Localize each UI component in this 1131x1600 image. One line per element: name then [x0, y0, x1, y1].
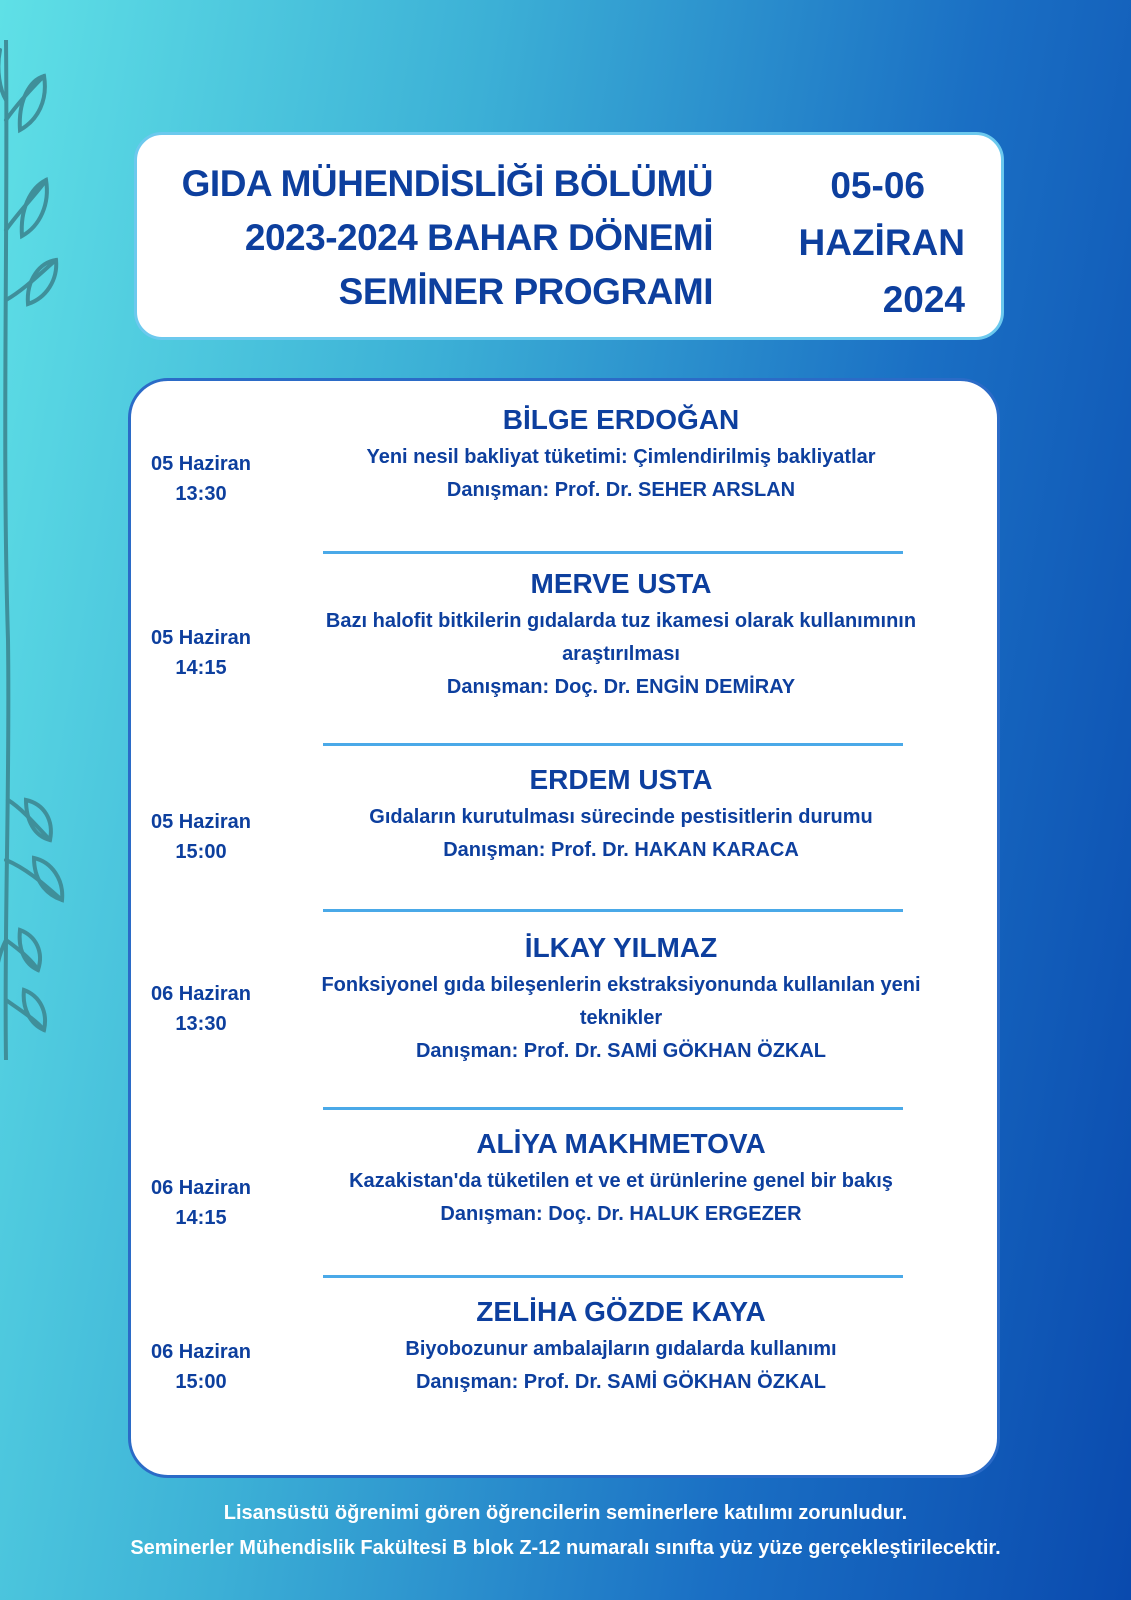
- seminar-advisor: Danışman: Prof. Dr. SAMİ GÖKHAN ÖZKAL: [415, 1371, 827, 1393]
- seminar-day: 06 Haziran: [150, 1341, 252, 1363]
- seminar-info: [281, 1291, 961, 1399]
- presenter-name: MERVE USTA: [530, 568, 712, 599]
- seminar-topic: Gıdaların kurutulması sürecinde pestisitlerin durumu: [369, 806, 873, 828]
- title-line-semester: 2023-2024 BAHAR DÖNEMİ: [244, 217, 713, 258]
- seminar-time: 13:30: [175, 483, 227, 505]
- seminar-time: 14:15: [175, 1207, 227, 1229]
- header-card: [134, 132, 1004, 340]
- seminar-topic: Yeni nesil bakliyat tüketimi: Çimlendirilmiş bakliyatlar: [366, 446, 876, 468]
- footer-location-note: Seminerler Mühendislik Fakültesi B blok Z-12 numaralı sınıfta yüz yüze gerçekleştirilecektir.: [130, 1537, 1001, 1559]
- presenter-name: İLKAY YILMAZ: [524, 932, 718, 963]
- presenter-name: BİLGE ERDOĞAN: [502, 404, 740, 435]
- seminar-time: 13:30: [175, 1013, 227, 1035]
- seminar-advisor: Danışman: Doç. Dr. HALUK ERGEZER: [440, 1203, 802, 1225]
- seminar-time: 15:00: [175, 1371, 227, 1393]
- footer-attendance-note: Lisansüstü öğrenimi gören öğrencilerin seminerlere katılımı zorunludur.: [223, 1502, 908, 1524]
- seminar-topic: Biyobozunur ambalajların gıdalarda kullanımı: [405, 1338, 837, 1360]
- title-line-department: GIDA MÜHENDİSLİĞİ BÖLÜMÜ: [181, 163, 713, 204]
- seminar-info: [281, 927, 961, 1068]
- seminar-info: [281, 399, 961, 507]
- program-date: [799, 157, 965, 328]
- presenter-name: ALİYA MAKHMETOVA: [476, 1128, 766, 1159]
- seminar-datetime: [131, 1337, 271, 1397]
- seminar-topic-line-2: araştırılması: [562, 643, 680, 665]
- leaf-branch-decoration: [0, 40, 80, 1060]
- seminar-topic-line-1: Fonksiyonel gıda bileşenlerin ekstraksiyonunda kullanılan yeni: [321, 974, 921, 996]
- seminar-day: 06 Haziran: [150, 1177, 252, 1199]
- seminar-topic: Kazakistan'da tüketilen et ve et ürünlerine genel bir bakış: [349, 1170, 893, 1192]
- date-month: HAZİRAN: [798, 222, 965, 263]
- separator-line: [323, 551, 903, 554]
- separator-line: [323, 909, 903, 912]
- seminar-info: [281, 563, 961, 704]
- date-days: 05-06: [830, 165, 925, 206]
- seminar-day: 05 Haziran: [150, 811, 252, 833]
- seminar-datetime: [131, 449, 271, 509]
- seminar-advisor: Danışman: Doç. Dr. ENGİN DEMİRAY: [446, 676, 796, 698]
- seminar-topic-line-1: Bazı halofit bitkilerin gıdalarda tuz ikamesi olarak kullanımının: [325, 610, 917, 632]
- seminar-advisor: Danışman: Prof. Dr. SEHER ARSLAN: [446, 479, 796, 501]
- seminar-datetime: [131, 623, 271, 683]
- seminar-schedule-card: [128, 378, 1000, 1478]
- seminar-topic-line-2: teknikler: [579, 1007, 663, 1029]
- separator-line: [323, 1107, 903, 1110]
- seminar-day: 06 Haziran: [150, 983, 252, 1005]
- seminar-time: 15:00: [175, 841, 227, 863]
- seminar-advisor: Danışman: Prof. Dr. HAKAN KARACA: [443, 839, 799, 861]
- seminar-day: 05 Haziran: [150, 453, 252, 475]
- seminar-day: 05 Haziran: [150, 627, 252, 649]
- separator-line: [323, 1275, 903, 1278]
- presenter-name: ERDEM USTA: [529, 764, 713, 795]
- program-title: [182, 157, 713, 319]
- footer-notice: [0, 1496, 1131, 1566]
- seminar-advisor: Danışman: Prof. Dr. SAMİ GÖKHAN ÖZKAL: [415, 1040, 827, 1062]
- seminar-info: [281, 759, 961, 867]
- date-year: 2024: [882, 279, 965, 320]
- title-line-program: SEMİNER PROGRAMI: [338, 271, 713, 312]
- seminar-datetime: [131, 979, 271, 1039]
- presenter-name: ZELİHA GÖZDE KAYA: [476, 1296, 766, 1327]
- seminar-datetime: [131, 1173, 271, 1233]
- separator-line: [323, 743, 903, 746]
- seminar-time: 14:15: [175, 657, 227, 679]
- seminar-datetime: [131, 807, 271, 867]
- seminar-info: [281, 1123, 961, 1231]
